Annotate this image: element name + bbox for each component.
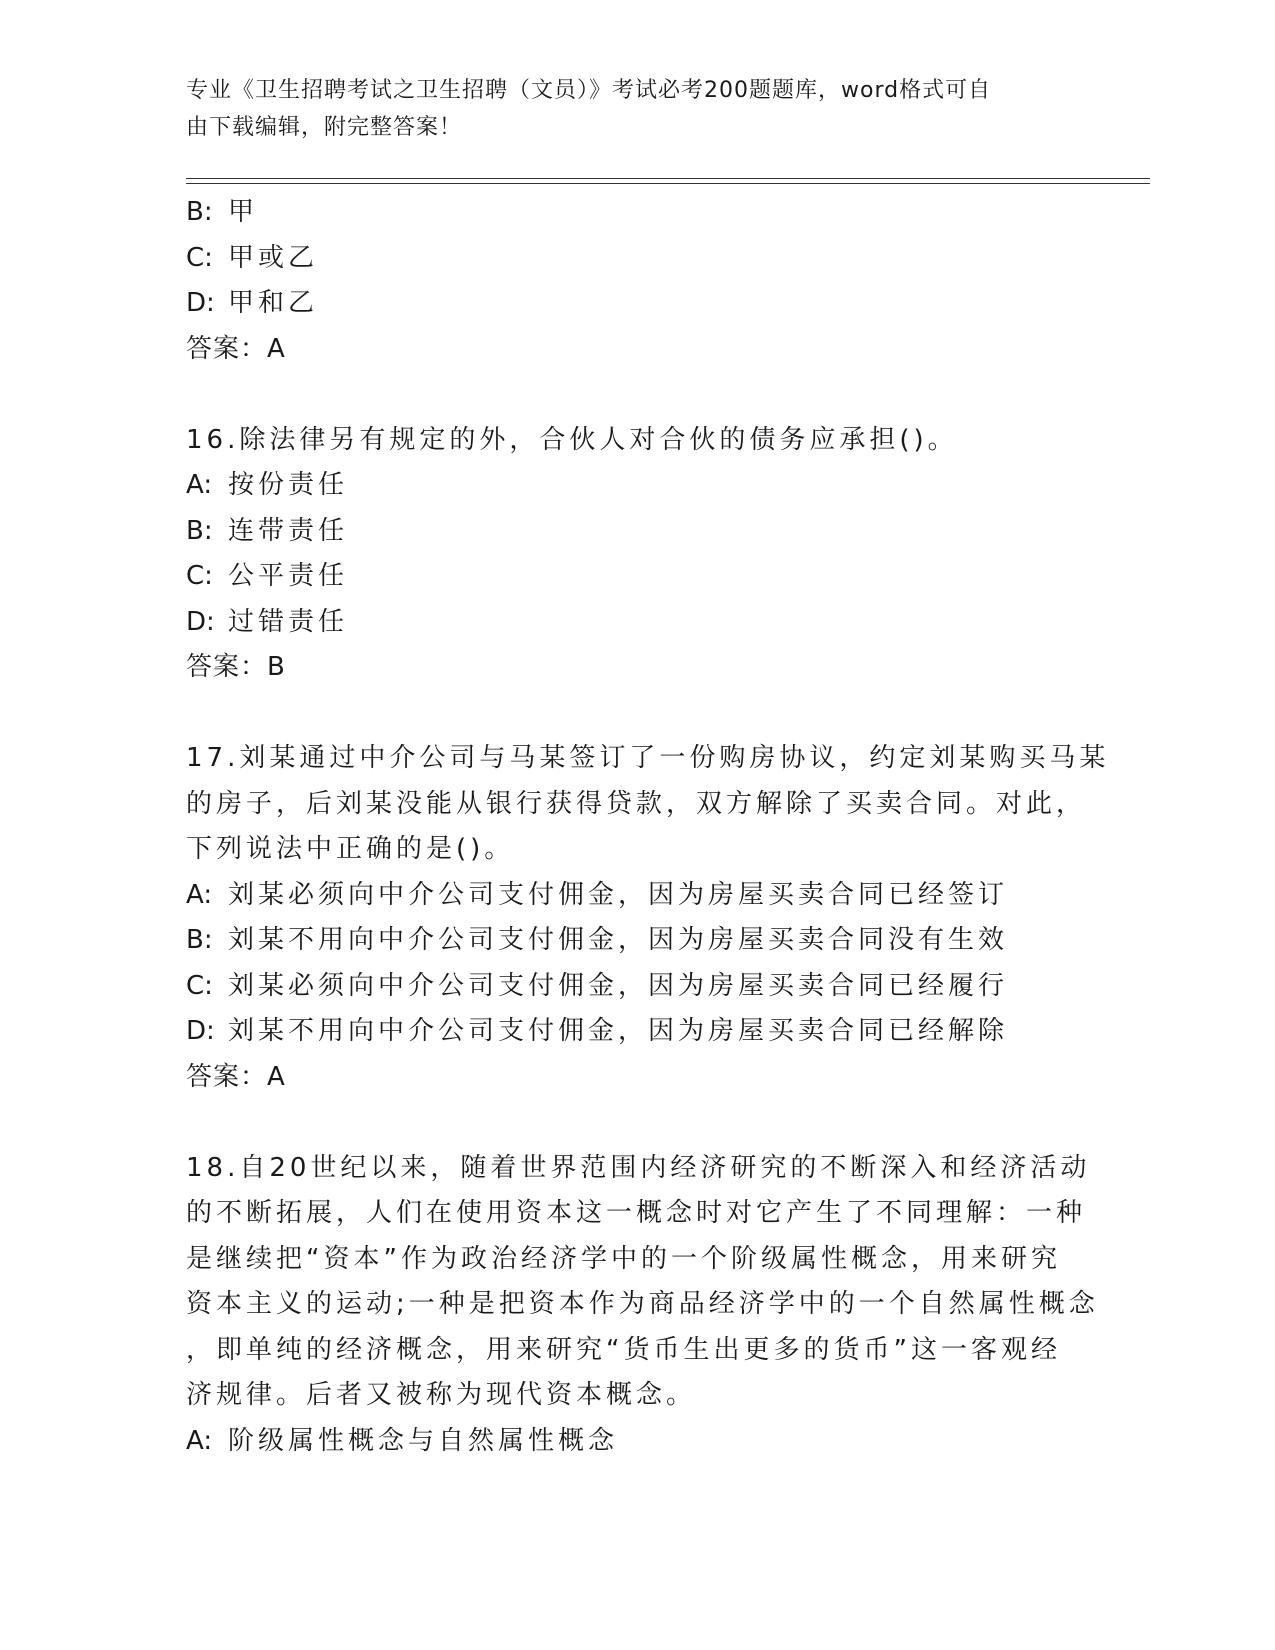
option-text: 连带责任 — [228, 515, 349, 546]
option-letter: A: — [186, 879, 213, 910]
question-17 — [186, 736, 1110, 1100]
header-line-1: 专业《卫生招聘考试之卫生招聘（文员）》考试必考200题题库，word格式可自 — [186, 78, 992, 103]
option-d — [186, 600, 1086, 646]
option-a — [186, 463, 1086, 509]
answer-line: 答案：B — [186, 652, 286, 682]
option-text: 刘某必须向中介公司支付佣金，因为房屋买卖合同已经履行 — [228, 970, 1009, 1001]
question-stem-line: ，即单纯的经济概念，用来研究“货币生出更多的货币”这一客观经 — [186, 1334, 1061, 1365]
option-letter: D: — [186, 1016, 215, 1046]
option-b — [186, 918, 1086, 964]
question-stem-line: 18.自20世纪以来，随着世界范围内经济研究的不断深入和经济活动 — [186, 1152, 1091, 1183]
question-stem-line: 是继续把“资本”作为政治经济学中的一个阶级属性概念，用来研究 — [186, 1243, 1061, 1274]
option-text: 刘某不用向中介公司支付佣金，因为房屋买卖合同没有生效 — [228, 925, 1009, 955]
option-text: 甲或乙 — [228, 242, 319, 273]
question-stem-line: 资本主义的运动;一种是把资本作为商品经济学中的一个自然属性概念 — [186, 1289, 1099, 1319]
question-stem-line: 下列说法中正确的是()。 — [186, 834, 515, 864]
document-header — [186, 72, 1066, 146]
option-c — [186, 964, 1086, 1010]
header-divider-bottom — [186, 183, 1150, 184]
option-text: 甲 — [228, 197, 259, 227]
option-a — [186, 873, 1086, 919]
option-letter: C: — [186, 561, 213, 591]
question-list — [186, 190, 1110, 1464]
option-text: 公平责任 — [228, 561, 349, 591]
option-d — [186, 281, 1086, 327]
question-stem-line: 17.刘某通过中介公司与马某签订了一份购房协议，约定刘某购买马某 — [186, 743, 1110, 773]
option-text: 甲和乙 — [228, 288, 319, 318]
option-letter: C: — [186, 242, 213, 273]
question-spacer — [186, 691, 1086, 737]
question-spacer — [186, 372, 1086, 418]
header-divider-top — [186, 178, 1150, 179]
option-c — [186, 554, 1086, 600]
option-letter: A: — [186, 470, 213, 500]
header-line-2: 由下载编辑，附完整答案！ — [186, 115, 463, 140]
option-b — [186, 509, 1086, 555]
option-text: 阶级属性概念与自然属性概念 — [228, 1425, 619, 1456]
question-spacer — [186, 1100, 1086, 1146]
option-letter: A: — [186, 1425, 213, 1456]
answer-line: 答案：A — [186, 1061, 286, 1092]
option-d — [186, 1009, 1086, 1055]
option-letter: B: — [186, 197, 213, 227]
question-16 — [186, 418, 1086, 691]
option-b — [186, 190, 1086, 236]
question-stem-line: 的不断拓展，人们在使用资本这一概念时对它产生了不同理解：一种 — [186, 1198, 1087, 1228]
option-letter: B: — [186, 925, 213, 955]
option-c — [186, 236, 1086, 282]
option-a — [186, 1419, 1086, 1465]
option-text: 刘某不用向中介公司支付佣金，因为房屋买卖合同已经解除 — [228, 1016, 1009, 1046]
question-stem-line: 的房子，后刘某没能从银行获得贷款，双方解除了买卖合同。对此， — [186, 788, 1087, 819]
question-stem-line: 济规律。后者又被称为现代资本概念。 — [186, 1380, 697, 1410]
question-18 — [186, 1146, 1099, 1465]
option-letter: D: — [186, 288, 215, 318]
option-letter: C: — [186, 970, 213, 1001]
question-stem: 16.除法律另有规定的外，合伙人对合伙的债务应承担()。 — [186, 424, 958, 455]
option-text: 过错责任 — [228, 606, 349, 637]
option-letter: D: — [186, 606, 215, 637]
option-text: 刘某必须向中介公司支付佣金，因为房屋买卖合同已经签订 — [228, 879, 1009, 910]
question-15 — [186, 190, 1086, 372]
answer-line: 答案：A — [186, 333, 286, 364]
option-letter: B: — [186, 515, 213, 546]
option-text: 按份责任 — [228, 470, 349, 500]
